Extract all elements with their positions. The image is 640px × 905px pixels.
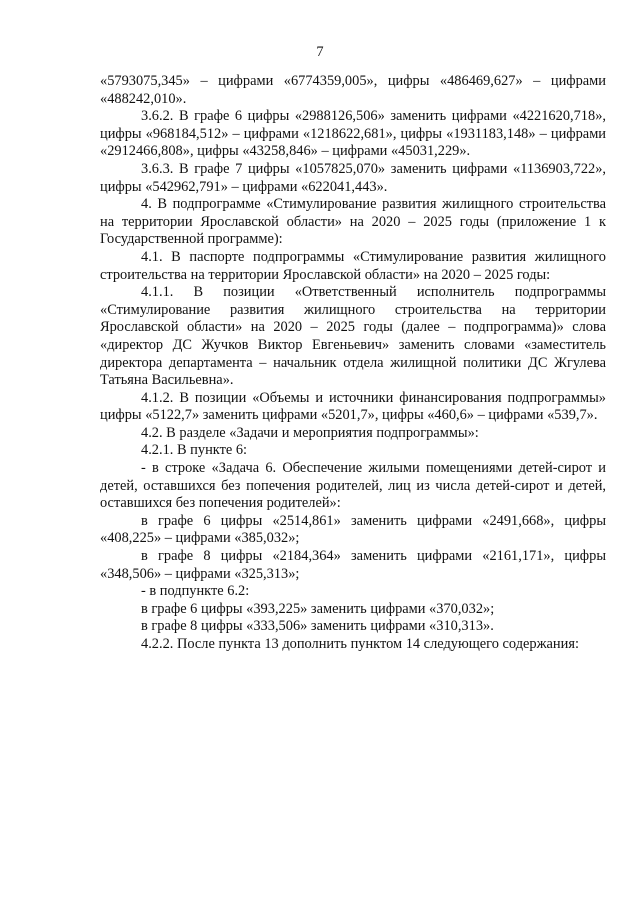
paragraph: в графе 8 цифры «2184,364» заменить цифрами «2161,171», цифры «348,506» – цифрами «325,313»; <box>100 548 606 582</box>
paragraph: в графе 6 цифры «393,225» заменить цифрами «370,032»; <box>141 600 495 617</box>
paragraph: в графе 6 цифры «2514,861» заменить цифрами «2491,668», цифры «408,225» – цифрами «385,032»; <box>100 512 606 547</box>
paragraph: 4.2.2. После пункта 13 дополнить пунктом 14 следующего содержания: <box>141 636 579 652</box>
paragraph: 4.1. В паспорте подпрограммы «Стимулирование развития жилищного строительства на территории Ярославской области» на 2020 – 2025 годы: <box>100 248 606 283</box>
paragraph: в графе 8 цифры «333,506» заменить цифрами «310,313». <box>141 618 494 635</box>
paragraph: 4.2. В разделе «Задачи и мероприятия подпрограммы»: <box>141 424 479 441</box>
paragraph: 4.2.1. В пункте 6: <box>141 442 248 459</box>
page-number: 7 <box>316 44 324 60</box>
paragraph: - в строке «Задача 6. Обеспечение жилыми помещениями детей-сирот и детей, оставшихся без попечения родителей, лиц из числа детей-сирот и детей, оставшихся без попечения родителей»: <box>100 460 606 512</box>
paragraph: 4.1.2. В позиции «Объемы и источники финансирования подпрограммы» цифры «5122,7» заменить цифрами «5201,7», цифры «460,6» – цифрами «539,7». <box>100 389 606 424</box>
paragraph: «5793075,345» – цифрами «6774359,005», цифры «486469,627» – цифрами «488242,010». <box>100 73 606 107</box>
paragraph: 3.6.3. В графе 7 цифры «1057825,070» заменить цифрами «1136903,722», цифры «542962,791» – цифрами «622041,443». <box>100 160 606 195</box>
document-body <box>100 73 606 654</box>
paragraph: - в подпункте 6.2: <box>141 583 250 600</box>
paragraph: 4. В подпрограмме «Стимулирование развития жилищного строительства на территории Ярославской области» на 2020 – 2025 годы (приложение 1 к Государственной программе): <box>100 196 606 248</box>
paragraph: 4.1.1. В позиции «Ответственный исполнитель подпрограммы «Стимулирование развития жилищного строительства на территории Ярославской области» на 2020 – 2025 годы (далее – подпрограмма)» слова «директор ДС Жучков Виктор Евгеньевич» заменить словами «заместитель директора департамента – начальник отдела жилищной политики ДС Жгулева Татьяна Васильевна». <box>100 284 606 389</box>
paragraph: 3.6.2. В графе 6 цифры «2988126,506» заменить цифрами «4221620,718», цифры «968184,512» – цифрами «1218622,681», цифры «1931183,148» – цифрами «2912466,808», цифры «43258,846» – цифрами «45031,229». <box>100 108 606 160</box>
